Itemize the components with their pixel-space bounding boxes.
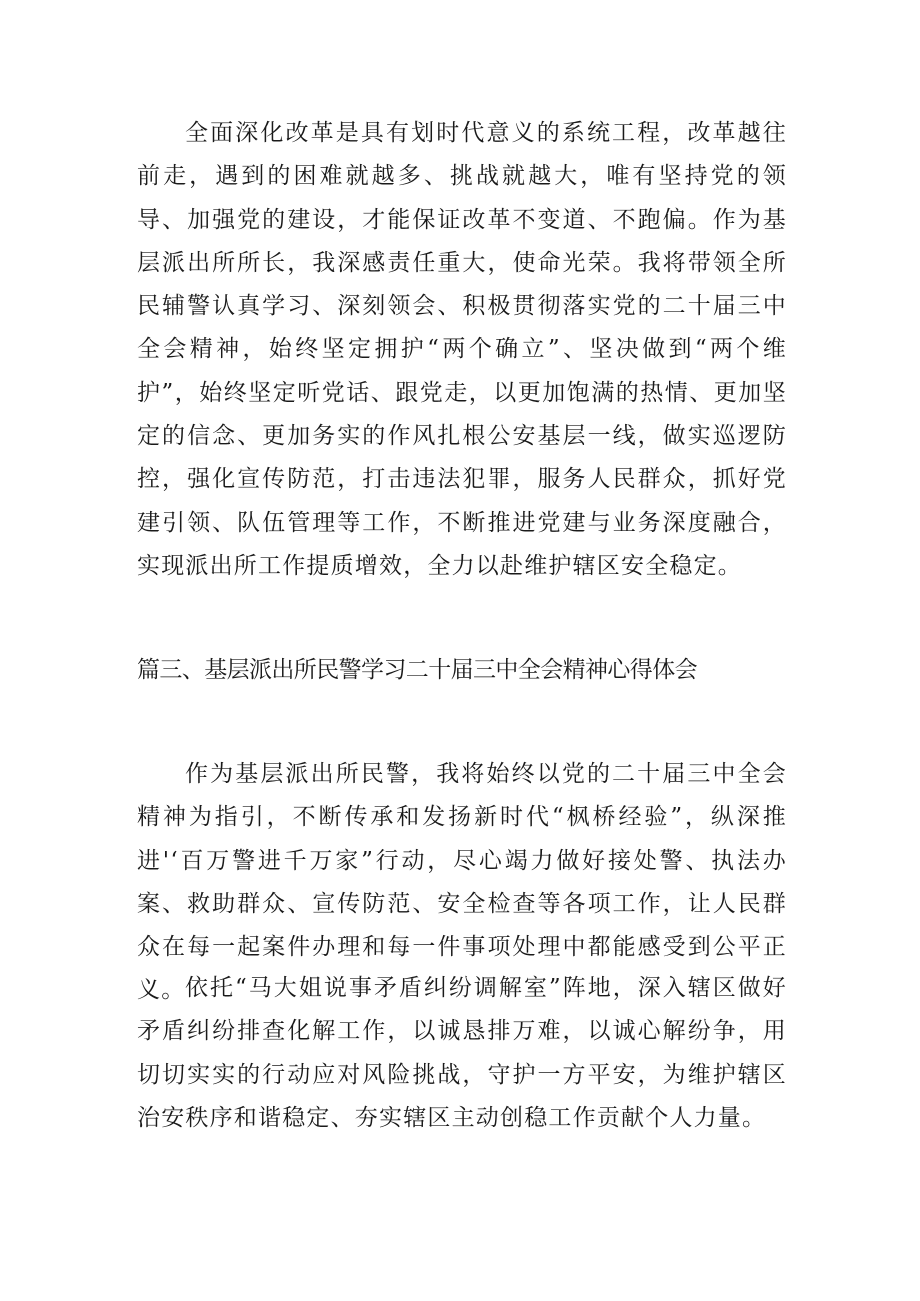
section-heading: 篇三、基层派出所民警学习二十届三中全会精神心得体会 bbox=[137, 657, 698, 683]
body-paragraph-2: 依托“马大姐说事矛盾纠纷调解室”阵地，深入辖区做好矛盾纠纷排查化解工作，以诚恳排万难，以诚心解纷争，用切切实实的行动应对风险挑战，守护一方平安，为维护辖区治安秩序和谐稳定、夯实辖区主动创稳工作贡献个人力量。 bbox=[137, 975, 787, 1131]
body-paragraph-1: 作为基层派出所民警，我将始终以党的二十届三中全会精神为指引，不断传承和发扬新时代“枫桥经验”，纵深推进'‘百万警进千万家”行动，尽心竭力做好接处警、执法办案、救助群众、宣传防范、安全检查等各项工作，让人民群众在每一起案件办理和每一件事项处理中都能感受到公平正义。 bbox=[137, 761, 787, 1004]
intro-paragraph: 全面深化改革是具有划时代意义的系统工程，改革越往前走，遇到的困难就越多、挑战就越大，唯有坚持党的领导、加强党的建设，才能保证改革不变道、不跑偏。作为基层派出所所长，我深感责任重大，使命光荣。我将带领全所民辅警认真学习、深刻领会、积极贯彻落实党的二十届三中全会精神，始终坚定拥护“两个确立”、坚决做到“两个维护”，始终坚定听党话、跟党走，以更加饱满的热情、更加坚定的信念、更加务实的作风扎根公安基层一线，做实巡逻防控，强化宣传防范，打击违法犯罪，服务人民群众，抓好党建引领、队伍管理等工作，不断推进党建与业务深度融合，实现派出所工作提质增效，全力以赴维护辖区安全稳定。 bbox=[137, 120, 787, 579]
